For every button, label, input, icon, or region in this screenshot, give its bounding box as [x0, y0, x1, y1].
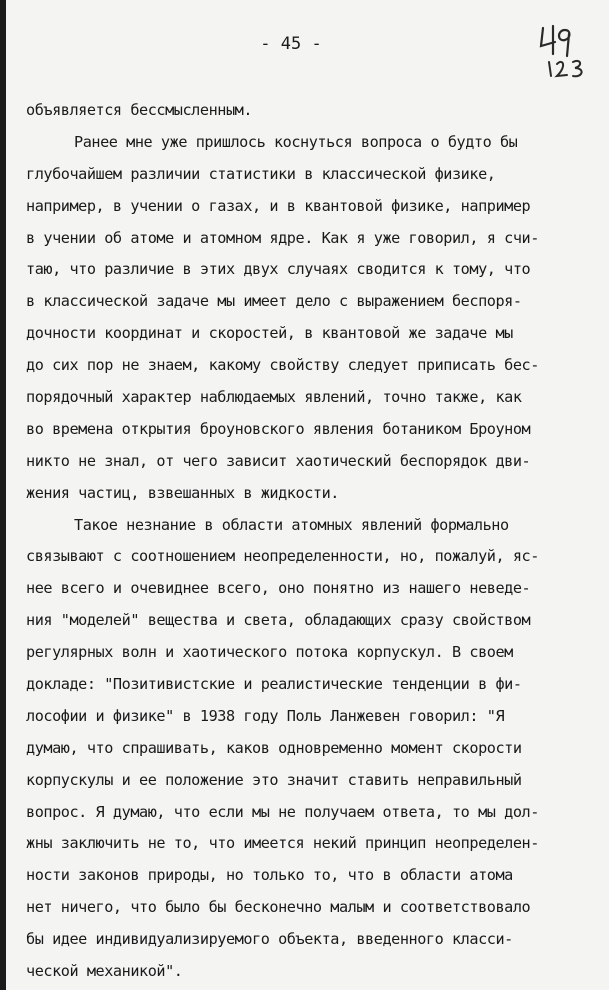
text-line: жения частиц, взвешанных в жидкости. — [26, 483, 339, 502]
text-line: лософии и физике" в 1938 году Поль Ланжевен говорил: "Я — [26, 706, 505, 725]
text-line: ния "моделей" вещества и света, обладающих сразу свойством — [26, 611, 531, 630]
text-line: корпускулы и ее положение это значит ставить неправильный — [26, 770, 522, 789]
text-line: нет ничего, что было бы бесконечно малым и соответствовало — [26, 898, 531, 917]
text-line: таю, что различие в этих двух случаях сводится к тому, что — [26, 260, 531, 279]
text-line: в классической задаче мы имеет дело с выражением беспоря- — [26, 292, 522, 311]
text-line: Такое незнание в области атомных явлений формально — [74, 515, 509, 534]
handwritten-note-icon — [535, 20, 595, 80]
text-line: ческой механикой". — [26, 962, 183, 981]
text-line: никто не знал, от чего зависит хаотический беспорядок дви- — [26, 451, 531, 470]
text-line: вопрос. Я думаю, что если мы не получаем ответа, то мы дол- — [26, 802, 539, 821]
text-line: во времена открытия броуновского явления ботаником Броуном — [26, 419, 531, 438]
text-line: например, в учении о газах, и в квантовой физике, например — [26, 196, 531, 215]
text-line: думаю, что спрашивать, каков одновременно момент скорости — [26, 738, 522, 757]
page-number: - 45 - — [260, 34, 322, 54]
text-line: объявляется бессмысленным. — [26, 101, 253, 119]
text-line: Ранее мне уже пришлось коснуться вопроса о будто бы — [74, 132, 518, 151]
text-line: докладе: "Позитивистские и реалистические тенденции в фи- — [26, 675, 522, 694]
text-line: нее всего и очевиднее всего, оно понятно из нашего неведе- — [26, 579, 531, 598]
text-line: бы идее индивидуализируемого объекта, введенного класси- — [26, 930, 513, 949]
typed-text-body — [26, 95, 601, 988]
text-line: ности законов природы, но только то, что в области атома — [26, 866, 513, 885]
handwritten-page-annotation — [535, 20, 595, 80]
text-line: порядочный характер наблюдаемых явлений, точно также, как — [26, 388, 522, 407]
text-line: до сих пор не знаем, какому свойству следует приписать бес- — [26, 356, 539, 375]
text-line: связывают с соотношением неопределенности, но, пожалуй, яс- — [26, 547, 539, 566]
text-line: в учении об атоме и атомном ядре. Как я уже говорил, я счи- — [26, 228, 539, 247]
text-line: дочности координат и скоростей, в квантовой же задаче мы — [26, 324, 513, 343]
text-line: жны заключить не то, что имеется некий принцип неопределен- — [26, 834, 539, 853]
text-line: регулярных волн и хаотического потока корпускул. В своем — [26, 643, 513, 662]
text-line: глубочайшем различии статистики в классической физике, — [26, 164, 496, 183]
